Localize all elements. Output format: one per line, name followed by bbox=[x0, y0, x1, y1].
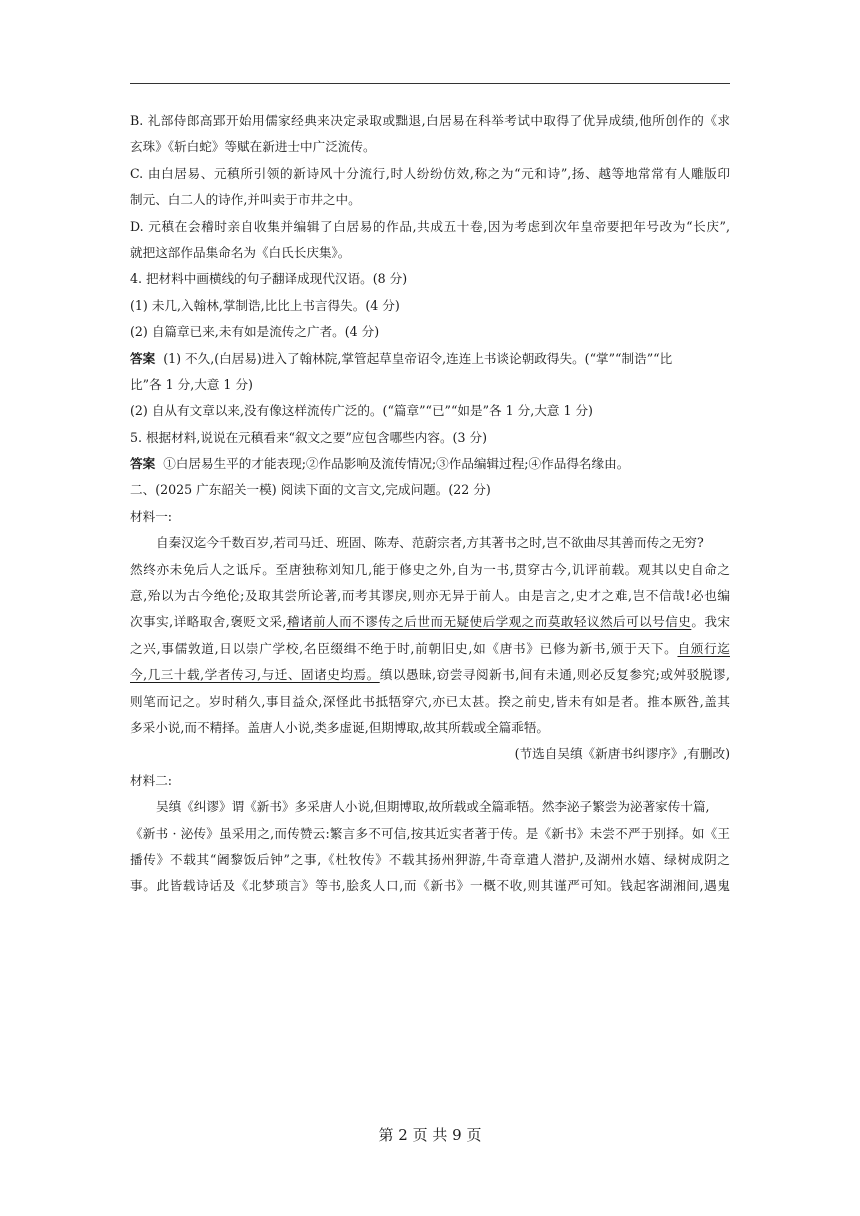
material-2-line-1: 吴缜《纠谬》谓《新书》多采唐人小说,但期博取,故所载或全篇乖牾。然李泌子繁尝为泌著家传十篇, bbox=[156, 799, 710, 815]
question-4-part-2: (2) 自篇章已来,未有如是流传之广者。(4 分) bbox=[130, 324, 380, 340]
answer-5 bbox=[130, 451, 730, 477]
material-1-source: (节选自吴缜《新唐书纠谬序》,有删改) bbox=[514, 746, 730, 762]
answer-4-line-1 bbox=[130, 346, 730, 372]
underlined-sentence: 今,几三十载,学者传习,与迁、固诸史均焉。 bbox=[130, 667, 380, 683]
underlined-sentence: 稽诸前人而不谬传之后世而无疑使后学观之而莫敢轻议然后可以号信史 bbox=[286, 614, 692, 630]
material-1-line-1: 自秦汉迄今千数百岁,若司马迁、班固、陈寿、范蔚宗者,方其著书之时,岂不欲曲尽其善而传之无穷? bbox=[156, 535, 704, 551]
text-span: 缜以愚昧,窃尝寻阅新书,间有未通,则必反复参究;或舛驳脱谬, bbox=[379, 667, 730, 683]
text-span: 次事实,详略取舍,褒贬文采, bbox=[130, 614, 287, 630]
material-1-label: 材料一: bbox=[130, 508, 173, 524]
material-1-line-7: 则笔而记之。岁时稍久,事目益众,深怪此书抵牾穿穴,亦已太甚。揆之前史,皆未有如是者。推本厥咎,盖其 bbox=[130, 693, 730, 709]
question-4-part-1: (1) 未几,入翰林,掌制诰,比比上书言得失。(4 分) bbox=[130, 297, 400, 313]
answer-4-line-2: 比”各 1 分,大意 1 分) bbox=[130, 376, 253, 392]
material-1-line-4 bbox=[130, 609, 730, 635]
answer-4-text: (1) 不久,(白居易)进入了翰林院,掌管起草皇帝诏令,连连上书谈论朝政得失。(“掌”“制诰”“比 bbox=[163, 350, 673, 366]
option-b-line-2: 玄珠》《斩白蛇》等赋在新进士中广泛流传。 bbox=[130, 139, 376, 155]
question-5: 5. 根据材料,说说在元稹看来“叙文之要”应包含哪些内容。(3 分) bbox=[130, 429, 487, 445]
material-1-line-2: 然终亦未免后人之诋斥。至唐独称刘知几,能于修史之外,自为一书,贯穿古今,讥评前载。观其以史自命之 bbox=[130, 561, 730, 577]
header-rule bbox=[130, 83, 730, 84]
answer-4-line-3: (2) 自从有文章以来,没有像这样流传广泛的。(“篇章”“已”“如是”各 1 分,大意 1 分) bbox=[130, 403, 593, 419]
option-c-line-2: 制元、白二人的诗作,并叫卖于市井之中。 bbox=[130, 192, 361, 208]
material-1-line-3: 意,殆以为古今绝伦;及取其尝所论著,而考其谬戾,则亦无异于前人。由是言之,史才之难,岂不信哉!必也编 bbox=[130, 588, 730, 604]
underlined-sentence: 自颁行迄 bbox=[677, 640, 730, 656]
material-2-label: 材料二: bbox=[130, 772, 173, 788]
material-1-line-8: 多采小说,而不精择。盖唐人小说,类多虚诞,但期博取,故其所载或全篇乖牾。 bbox=[130, 719, 550, 735]
material-2-line-3: 播传》不载其“阇黎饭后钟”之事,《杜牧传》不载其扬州狎游,牛奇章遣人潜护,及湖州水嬉、绿树成阴之 bbox=[130, 851, 730, 867]
material-2-line-4: 事。此皆载诗话及《北梦琐言》等书,脍炙人口,而《新书》一概不收,则其谨严可知。钱起客湖湘间,遇鬼 bbox=[130, 878, 730, 894]
option-d-line-1: D. 元稹在会稽时亲自收集并编辑了白居易的作品,共成五十卷,因为考虑到次年皇帝要把年号改为“长庆”, bbox=[130, 218, 730, 234]
option-d-line-2: 就把这部作品集命名为《白氏长庆集》。 bbox=[130, 244, 351, 260]
option-b-line-1: B. 礼部侍郎高郢开始用儒家经典来决定录取或黜退,白居易在科举考试中取得了优异成绩,他所创作的《求 bbox=[130, 113, 730, 128]
material-1-line-5 bbox=[130, 636, 730, 662]
text-span: 之兴,事儒敦道,日以崇广学校,名臣缀缉不绝于时,前朝旧史,如《唐书》已修为新书,颁于天下。 bbox=[130, 640, 678, 656]
answer-label: 答案 bbox=[130, 350, 156, 366]
text-span: 。我宋 bbox=[691, 614, 730, 630]
question-4: 4. 把材料中画横线的句子翻译成现代汉语。(8 分) bbox=[130, 271, 408, 287]
section-2-heading: 二、(2025 广东韶关一模) 阅读下面的文言文,完成问题。(22 分) bbox=[130, 482, 491, 498]
page-number: 第 2 页 共 9 页 bbox=[378, 1126, 482, 1144]
page-body bbox=[130, 108, 730, 900]
material-2-line-2: 《新书 · 泌传》虽采用之,而传赞云:繁言多不可信,按其近实者著于传。是《新书》未尝不严于别择。如《王 bbox=[130, 825, 730, 841]
answer-label: 答案 bbox=[130, 456, 156, 472]
option-c-line-1: C. 由白居易、元稹所引领的新诗风十分流行,时人纷纷仿效,称之为“元和诗”,扬、越等地常常有人雕版印 bbox=[130, 165, 730, 181]
material-1-line-6 bbox=[130, 662, 730, 688]
answer-5-text: ①白居易生平的才能表现;②作品影响及流传情况;③作品编辑过程;④作品得名缘由。 bbox=[163, 456, 630, 472]
